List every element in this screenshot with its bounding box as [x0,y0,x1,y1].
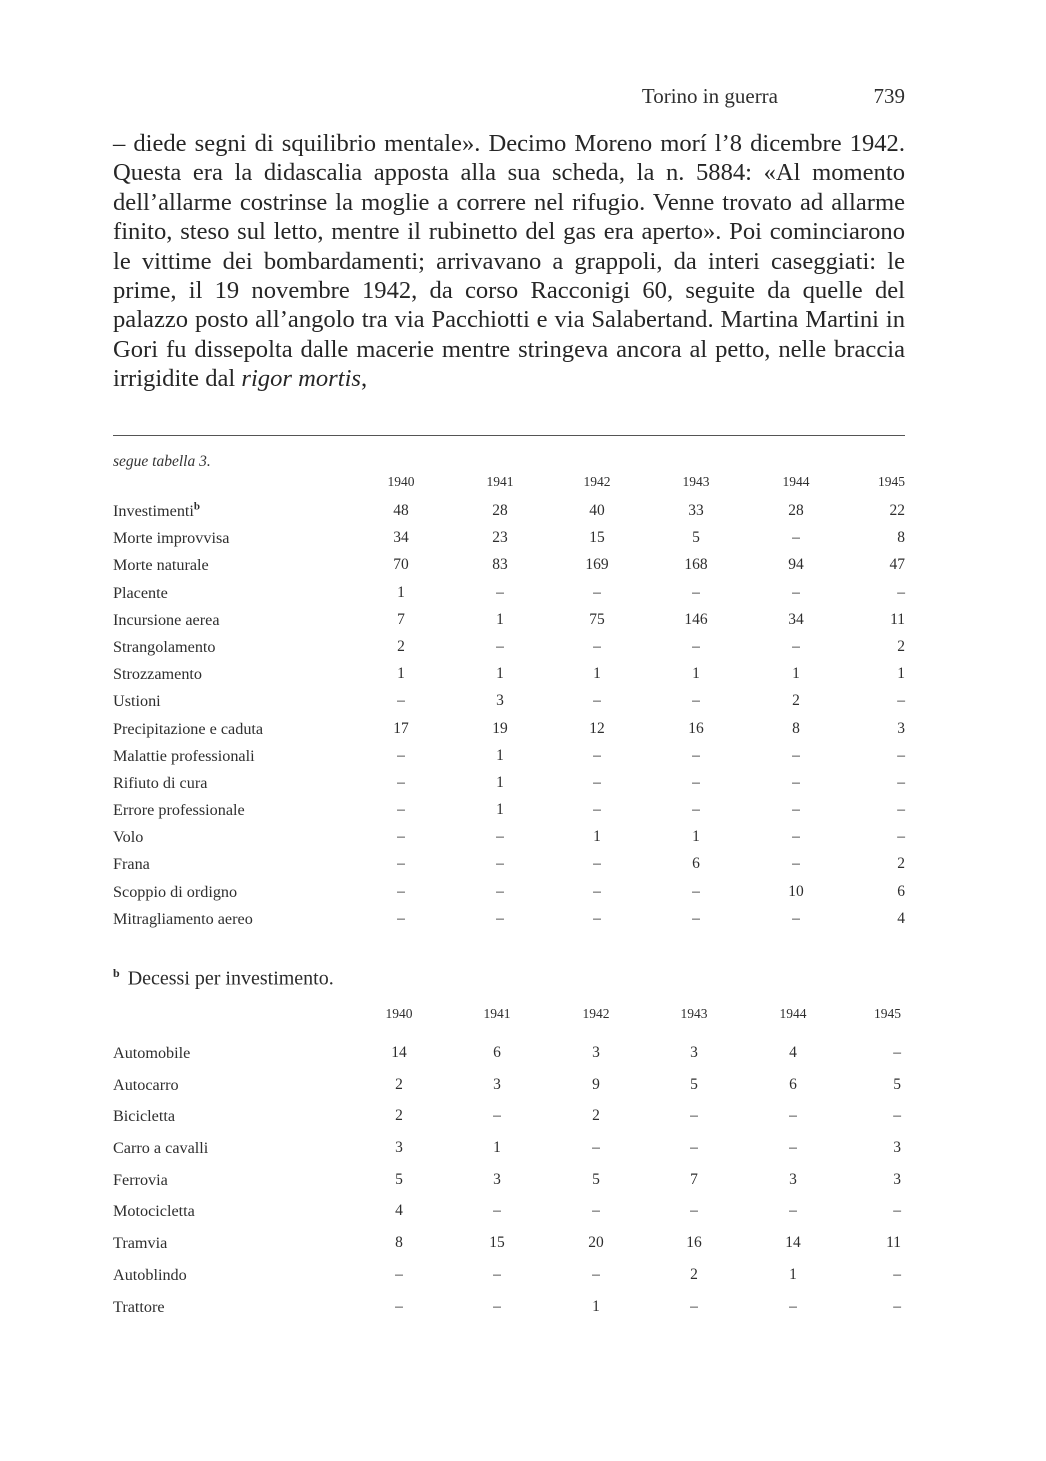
table-row [113,910,905,937]
row-label-text: Carro a cavalli [113,1139,209,1158]
table-row [113,1266,905,1298]
row-label-text: Errore professionale [113,801,245,820]
row-label [113,638,216,657]
table-cell: 6 [692,855,700,873]
section-divider [113,435,905,436]
table-cell: 40 [589,502,605,519]
table-cell: – [496,855,504,873]
row-label-text: Mitragliamento aereo [113,909,253,928]
table-cell: 1 [897,665,905,683]
table-cell: – [690,1107,698,1125]
table-cell: 1 [789,1265,797,1283]
table-cell: – [397,746,405,764]
table-cell: 1 [593,665,601,683]
table-cell: – [792,801,800,819]
table-cell: – [897,828,905,846]
table-cell: 2 [395,1075,403,1093]
table-cell: – [397,882,405,900]
table-row [113,855,905,882]
table-cell: 15 [489,1234,505,1252]
table-cell: – [592,1139,600,1157]
table-cell: 6 [789,1075,797,1093]
table-cell: – [893,1044,901,1061]
table-row [113,502,905,529]
table-cell: 3 [893,1139,901,1157]
table-cell: – [692,692,700,710]
table-cell: – [397,855,405,873]
table-cell: – [397,828,405,846]
table-cell: – [893,1297,901,1315]
row-label [113,774,207,793]
table-cell: 11 [890,610,905,628]
table-cell: 2 [395,1107,403,1125]
table-investment-deaths [113,1004,905,1329]
table-row [113,611,905,638]
table-cell: 1 [493,1139,501,1157]
table-cell: 17 [393,719,409,737]
table-row [113,1107,905,1139]
table-cell: 10 [788,882,804,900]
table-row [113,801,905,828]
table-cell: 2 [792,692,800,710]
page-number: 739 [873,84,905,108]
table-row [113,1234,905,1266]
table-cell: 20 [588,1234,604,1252]
table-cell: – [893,1265,901,1283]
table-cell: – [593,637,601,655]
table-cell: 1 [592,1297,600,1315]
table-cell: 33 [688,502,704,519]
table-row [113,1298,905,1330]
table-cell: – [493,1297,501,1315]
table-cell: 8 [897,529,905,547]
table-cell: 2 [690,1265,698,1283]
table-cell: 1 [496,773,504,791]
table-cell: 22 [889,502,905,519]
table-cell: – [395,1297,403,1315]
year-header: 1943 [682,474,710,489]
row-label [113,883,237,902]
table-cell: – [496,882,504,900]
table-cell: 19 [492,719,508,737]
table-cell: 3 [493,1170,501,1188]
table-cell: 1 [692,828,700,846]
table-cell: – [692,583,700,601]
table-cell: 48 [393,502,409,519]
row-label [113,1298,165,1317]
row-label-text: Incursione aerea [113,610,220,629]
table-cell: 3 [897,719,905,737]
table-cell: 94 [788,556,804,574]
table-cell: – [593,583,601,601]
table-cell: – [692,746,700,764]
row-label [113,692,161,711]
row-label-text: Strozzamento [113,665,202,684]
row-label-text: Autocarro [113,1075,179,1094]
row-label-text: Volo [113,828,144,847]
table-cell: – [692,773,700,791]
footnote-mark: b [113,966,120,980]
table-cell: – [593,801,601,819]
year-header: 1945 [874,1006,901,1021]
table-cell: – [496,583,504,601]
row-label-text: Frana [113,855,150,874]
running-title: Torino in guerra [641,84,778,108]
table-cell: 7 [690,1170,698,1188]
table-cell: 34 [788,610,804,628]
table-cell: – [690,1202,698,1220]
row-label [113,1266,187,1285]
table-cell: – [893,1202,901,1220]
row-label-text: Rifiuto di cura [113,773,208,792]
year-header: 1945 [878,474,905,489]
table-row [113,1076,905,1108]
table-cell: – [792,583,800,601]
table-cell: – [897,583,905,601]
table-cell: 70 [393,556,409,574]
year-header: 1944 [782,474,810,489]
table-cell: 28 [788,502,804,519]
table-row [113,529,905,556]
table-cell: – [395,1265,403,1283]
table-cell: 1 [496,746,504,764]
row-label [113,556,209,575]
table-cell: 34 [393,529,409,547]
table-cell: – [897,801,905,819]
row-label [113,910,253,929]
table-cell: – [897,746,905,764]
row-label-text: Placente [113,583,168,602]
year-header: 1941 [486,474,514,489]
table-row [113,1044,905,1076]
table-row [113,1171,905,1203]
row-label-text: Automobile [113,1044,191,1062]
row-label-text: Scoppio di ordigno [113,882,238,901]
table-cell: 47 [889,556,905,574]
table-cell: 16 [686,1234,702,1252]
row-label [113,1076,179,1095]
row-label [113,1044,190,1063]
table-cell: 3 [592,1044,600,1061]
row-label [113,855,150,874]
row-label-text: Autoblindo [113,1265,187,1284]
table-cell: 1 [397,583,405,601]
table-cell: 12 [589,719,605,737]
table-cell: – [692,909,700,927]
table-cell: – [789,1139,797,1157]
table-cell: 4 [395,1202,403,1220]
row-label [113,1202,195,1221]
table-cell: 1 [496,801,504,819]
table-cell: 169 [585,556,609,574]
table-cell: 2 [592,1107,600,1125]
table-cell: – [493,1202,501,1220]
table-3-causes-of-death [113,472,905,937]
table-cell: 8 [792,719,800,737]
row-label [113,502,200,521]
table-cell: – [592,1202,600,1220]
table-row [113,774,905,801]
table-header-row [113,1004,905,1044]
table-cell: 5 [893,1075,901,1093]
row-label [113,747,255,766]
body-paragraph-text: – diede segni di squilibrio mentale». Decimo Moreno morí l’8 dicembre 1942. Questa era la didascalia apposta alla sua scheda, la n. 5884: «Al momento dell’allarme costrinse la moglie a correre nel rifugio. Venne trovato ad allarme finito, steso sul letto, mentre il rubinetto del gas era aperto». Poi cominciarono le vittime dei bombardamenti; arrivavano a grappoli, da interi caseggiati: le prime, il 19 novembre 1942, da corso Racconigi 60, seguite da quelle del palazzo posto all’angolo tra via Pacchiotti e via Salabertand. Martina Martini in Gori fu dissepolta dalle macerie mentre stringeva ancora al petto, nelle braccia irrigidite dal [113,130,905,393]
footnote-reference: b [193,500,201,513]
table-cell: – [789,1297,797,1315]
row-label [113,720,263,739]
table-cell: 168 [684,556,708,574]
table-cell: – [789,1107,797,1125]
table-cell: 14 [785,1234,801,1252]
table-cell: – [493,1265,501,1283]
table-cell: – [893,1107,901,1125]
row-label [113,529,229,548]
table-cell: – [593,773,601,791]
row-label [113,584,168,603]
row-label-text: Strangolamento [113,637,216,656]
footnote-title-text: Decessi per investimento. [127,967,334,990]
body-paragraph [113,129,905,394]
table-row [113,584,905,611]
table-row [113,747,905,774]
row-label-text: Ferrovia [113,1170,168,1189]
year-header: 1940 [387,474,415,489]
year-header: 1942 [583,474,611,489]
table-cell: 146 [684,610,708,628]
table-cell: 5 [592,1170,600,1188]
table-cell: – [397,909,405,927]
table-cell: 14 [391,1044,407,1061]
table-cell: – [789,1202,797,1220]
table-header-row [113,472,905,502]
table-cell: 2 [897,855,905,873]
body-tail-punct: , [361,365,368,393]
table-cell: – [593,909,601,927]
table-cell: 6 [493,1044,501,1061]
year-header: 1941 [483,1006,511,1021]
table-row [113,720,905,747]
table-cell: – [593,692,601,710]
row-label-text: Bicicletta [113,1107,176,1126]
table-cell: – [592,1265,600,1283]
table-cell: 1 [397,665,405,683]
table-cell: 5 [395,1170,403,1188]
table-row [113,883,905,910]
table-cell: – [690,1297,698,1315]
table-cell: 3 [789,1170,797,1188]
row-label [113,801,245,820]
table-row [113,828,905,855]
row-label-text: Ustioni [113,692,161,711]
table-cell: 6 [897,882,905,900]
row-label [113,1171,168,1190]
table-cell: – [792,637,800,655]
table-cell: – [496,637,504,655]
table-cell: – [690,1139,698,1157]
table-cell: 23 [492,529,508,547]
table-cell: – [692,637,700,655]
row-label-text: Morte naturale [113,556,209,575]
table-cell: 4 [897,909,905,927]
row-label-text: Precipitazione e caduta [113,719,264,738]
table-cell: 3 [493,1075,501,1093]
table-cell: 5 [692,529,700,547]
footnote-title [113,966,334,991]
table-row [113,638,905,665]
table-cell: – [397,692,405,710]
table-row [113,665,905,692]
table-caption: segue tabella 3. [113,453,211,470]
table-cell: – [792,855,800,873]
row-label-text: Trattore [113,1297,165,1316]
row-label [113,1107,175,1126]
year-header: 1943 [680,1006,708,1021]
table-cell: 3 [395,1139,403,1157]
table-cell: – [792,828,800,846]
table-cell: 8 [395,1234,403,1252]
row-label-text: Motocicletta [113,1202,195,1221]
table-cell: 3 [893,1170,901,1188]
table-cell: – [496,909,504,927]
running-header [113,84,905,114]
row-label-text: Morte improvvisa [113,529,230,548]
table-cell: – [593,855,601,873]
year-header: 1944 [779,1006,807,1021]
table-cell: – [496,828,504,846]
table-cell: – [792,746,800,764]
table-cell: 1 [496,665,504,683]
table-cell: – [897,773,905,791]
table-cell: – [692,801,700,819]
table-cell: 16 [688,719,704,737]
table-row [113,556,905,583]
row-label [113,828,143,847]
table-cell: – [397,801,405,819]
table-cell: 83 [492,556,508,574]
table-cell: 1 [792,665,800,683]
table-cell: 7 [397,610,405,628]
row-label-text: Malattie professionali [113,746,255,765]
table-cell: – [593,882,601,900]
table-cell: 1 [593,828,601,846]
row-label [113,1234,167,1253]
table-cell: 1 [692,665,700,683]
row-label-text: Investimenti [113,502,194,520]
table-row [113,1139,905,1171]
row-label [113,1139,208,1158]
table-cell: 2 [897,637,905,655]
table-cell: – [792,773,800,791]
table-cell: 5 [690,1075,698,1093]
row-label [113,665,202,684]
body-italic-term: rigor mortis [241,365,361,393]
row-label-text: Tramvia [113,1234,168,1253]
table-cell: – [897,692,905,710]
table-cell: – [593,746,601,764]
table-cell: 75 [589,610,605,628]
table-cell: 1 [496,610,504,628]
table-cell: 3 [690,1044,698,1061]
table-row [113,1202,905,1234]
table-cell: 9 [592,1075,600,1093]
table-cell: 3 [496,692,504,710]
table-cell: – [692,882,700,900]
table-cell: 28 [492,502,508,519]
table-cell: 15 [589,529,605,547]
table-cell: 11 [886,1234,901,1252]
table-cell: 2 [397,637,405,655]
table-cell: – [792,529,800,547]
year-header: 1942 [582,1006,610,1021]
table-cell: – [397,773,405,791]
table-cell: – [792,909,800,927]
year-header: 1940 [385,1006,413,1021]
row-label [113,611,220,630]
table-cell: – [493,1107,501,1125]
table-row [113,692,905,719]
table-cell: 4 [789,1044,797,1061]
